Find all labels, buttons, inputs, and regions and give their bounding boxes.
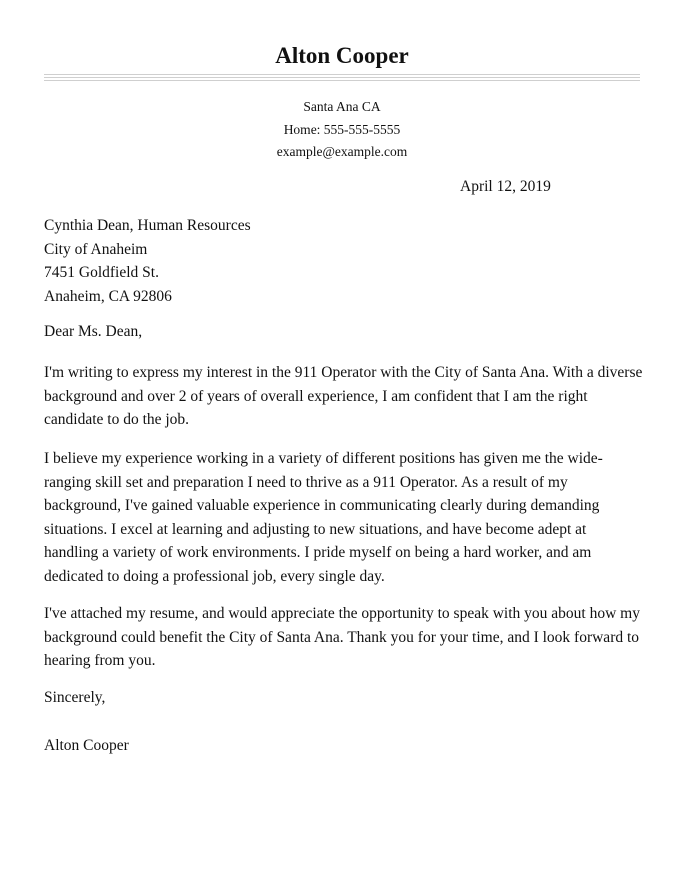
contact-phone: Home: 555-555-5555 — [283, 121, 401, 137]
contact-location: Santa Ana CA — [303, 99, 381, 114]
contact-email: example@example.com — [276, 144, 408, 159]
body-paragraph: I believe my experience working in a variety of different positions has given me the wide-ranging skill set and preparation I need to thrive as a 911 Operator. As a result of my background, I've gained valuable experience in communicating clearly during demanding situations. I excel at learning and adjusting to new situations, and have become adept at handling a variety of work environments. I pride myself on being a hard worker, and am dedicated to doing a professional job, every single day. — [44, 450, 603, 585]
recipient-street: 7451 Goldfield St. — [44, 264, 159, 281]
header-divider-line — [44, 77, 640, 78]
salutation: Dear Ms. Dean, — [44, 323, 143, 340]
header-divider-line — [44, 80, 640, 81]
signature-name: Alton Cooper — [44, 737, 129, 754]
body-paragraph: I've attached my resume, and would appreciate the opportunity to speak with you about how my background could benefit the City of Santa Ana. Thank you for your time, and I look forward to hearing from you. — [44, 605, 640, 669]
recipient-organization: City of Anaheim — [44, 240, 148, 258]
body-paragraph: I'm writing to express my interest in the 911 Operator with the City of Santa Ana. With a diverse background and over 2 of years of overall experience, I am confident that I am the right candidate to do the job. — [44, 364, 643, 428]
header-divider-line — [44, 74, 640, 75]
recipient-block — [44, 214, 644, 308]
letter-date: April 12, 2019 — [460, 178, 551, 195]
closing: Sincerely, — [44, 689, 106, 706]
recipient-city: Anaheim, CA 92806 — [44, 287, 172, 305]
recipient-name: Cynthia Dean, Human Resources — [44, 217, 251, 234]
contact-block — [0, 96, 684, 164]
applicant-name: Alton Cooper — [275, 43, 409, 68]
